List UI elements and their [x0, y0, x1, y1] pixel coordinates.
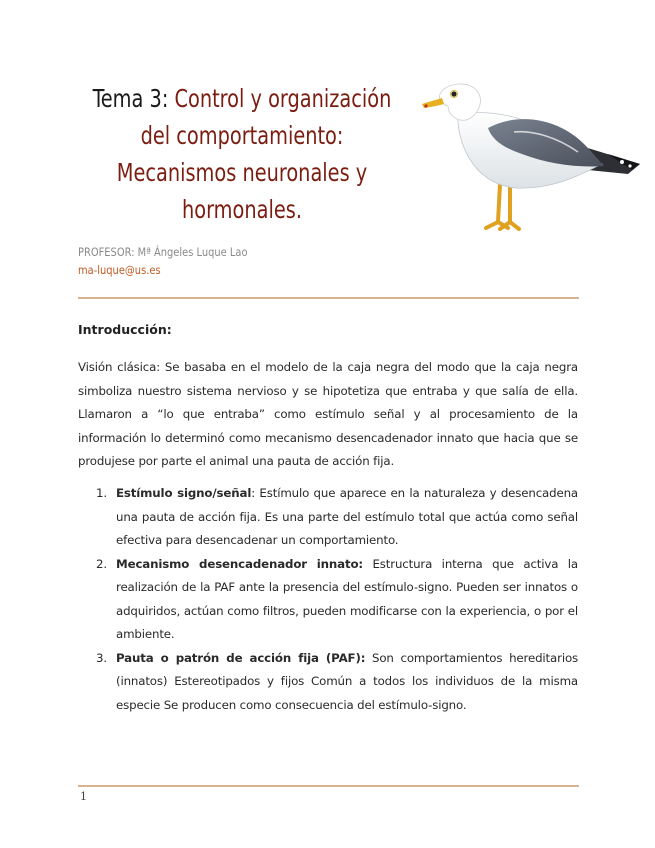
list-item-text: : Estímulo que aparece en la naturaleza y desencadena una pauta de acción fija. Es una parte del estímulo total que actúa como señal efectiva para desencadenar un comportamiento. [116, 486, 578, 547]
title-lead: Tema 3: [92, 84, 169, 113]
title-text: Control y organización del comportamiento: Mecanismos neuronales y hormonales. [116, 84, 392, 224]
list-item [96, 553, 578, 647]
list-item-text: Son comportamientos hereditarios (innatos) Estereotipados y fijos Común a todos los individuos de la misma especie Se producen como consecuencia del estímulo-signo. [116, 650, 579, 712]
list-item-term: Pauta o patrón de acción fija (PAF): [116, 650, 366, 665]
intro-paragraph: Visión clásica: Se basaba en el modelo de la caja negra del modo que la caja negra simboliza nuestro sistema nervioso y se hipotetiza que entraba y que salía de ella. Llamaron a “lo que entraba” como estímulo señal y al procesamiento de la información lo determinó como mecanismo desencadenador innato que hacia que se produjese por parte el animal una pauta de acción fija. [78, 360, 578, 468]
list-item [96, 482, 578, 553]
page-number: 1 [80, 790, 87, 803]
professor-name: PROFESOR: Mª Ángeles Luque Lao [78, 245, 248, 259]
list-item-number: 2. [96, 556, 107, 571]
professor-email-link[interactable]: ma-luque@us.es [78, 263, 161, 277]
list-item [96, 647, 578, 718]
author-block [78, 243, 248, 279]
list-item-number: 1. [96, 486, 107, 500]
list-item-text: Estructura interna que activa la realización de la PAF ante la presencia del estímulo-signo. Pueden ser innatos o adquiridos, actúan como filtros, pueden modificarse con la experiencia, o por el ambiente. [116, 556, 578, 641]
section-heading: Introducción: [78, 322, 172, 337]
footer-divider [78, 785, 579, 787]
seagull-illustration [418, 72, 646, 242]
header-divider [78, 297, 579, 299]
list-item-term: Estímulo signo/señal [116, 486, 252, 500]
concept-list [96, 482, 578, 717]
list-item-term: Mecanismo desencadenador innato: [116, 556, 363, 571]
document-title [87, 80, 397, 228]
list-item-number: 3. [96, 650, 107, 665]
